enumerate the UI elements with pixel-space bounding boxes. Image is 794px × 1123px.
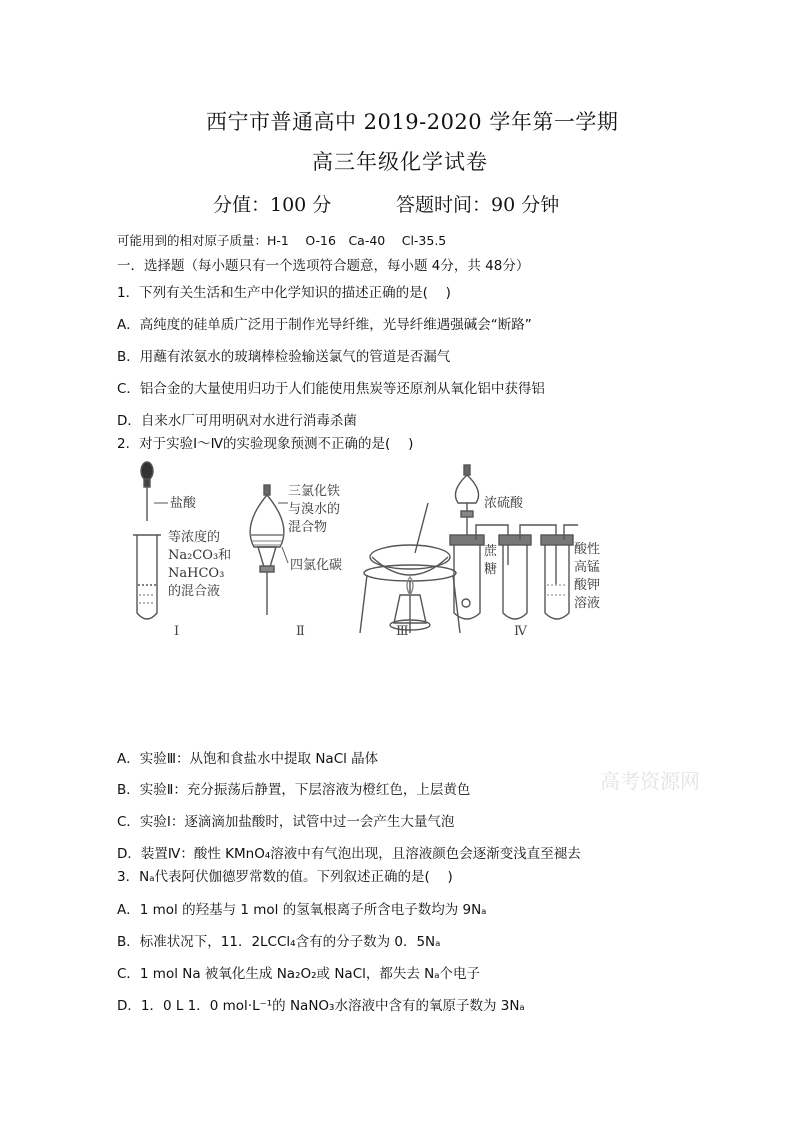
- dropper-icon: [141, 462, 153, 521]
- label-kmno4-1: 酸性: [574, 542, 601, 557]
- label-exp-1: Ⅰ: [174, 624, 180, 639]
- watermark: 高考资源网: [600, 769, 700, 793]
- q1-option-b: B．用蘸有浓氨水的玻璃棒检验输送氯气的管道是否漏气: [117, 349, 451, 365]
- label-kmno4-4: 溶液: [574, 596, 601, 611]
- label-mix-2: Na₂CO₃和: [168, 548, 232, 563]
- exam-title: 西宁市普通高中 2019-2020 学年第一学期: [206, 110, 619, 134]
- test-tube-icon: [133, 535, 161, 619]
- label-fecl3-1: 三氯化铁: [288, 484, 341, 499]
- q1-option-d: D．自来水厂可用明矾对水进行消毒杀菌: [117, 413, 357, 429]
- label-fecl3-2: 与溴水的: [288, 502, 341, 517]
- label-mix-1: 等浓度的: [168, 530, 221, 545]
- label-hcl: 盐酸: [170, 496, 197, 511]
- q1-stem: 1．下列有关生活和生产中化学知识的描述正确的是( ): [117, 285, 451, 301]
- q1-option-c: C．铝合金的大量使用归功于人们能使用焦炭等还原剂从氧化铝中获得铝: [117, 381, 545, 397]
- separatory-funnel-icon: [250, 485, 284, 615]
- evaporation-stand-icon: [360, 503, 460, 633]
- q3-option-c: C．1 mol Na 被氧化生成 Na₂O₂或 NaCl，都失去 Nₐ个电子: [117, 966, 481, 982]
- time-info: 答题时间：90 分钟: [396, 194, 560, 216]
- q3-stem: 3．Nₐ代表阿伏伽德罗常数的值。下列叙述正确的是( ): [117, 869, 453, 885]
- experiment-figure: [110, 455, 630, 645]
- section-heading: 一．选择题（每小题只有一个选项符合题意，每小题 4分，共 48分）: [117, 258, 530, 274]
- gas-apparatus-icon: [450, 465, 578, 619]
- label-ccl4: 四氯化碳: [290, 558, 343, 573]
- score-info: 分值：100 分: [213, 194, 332, 216]
- q2-option-d: D．装置Ⅳ：酸性 KMnO₄溶液中有气泡出现，且溶液颜色会逐渐变浅直至褪去: [117, 846, 581, 862]
- label-mix-4: 的混合液: [168, 584, 221, 599]
- q3-option-b: B．标准状况下，11．2LCCl₄含有的分子数为 0．5Nₐ: [117, 934, 441, 950]
- label-exp-4: Ⅳ: [514, 624, 527, 639]
- label-sugar-1: 蔗: [484, 544, 498, 559]
- q2-stem: 2．对于实验Ⅰ～Ⅳ的实验现象预测不正确的是( ): [117, 436, 414, 452]
- q2-option-c: C．实验Ⅰ：逐滴滴加盐酸时，试管中过一会产生大量气泡: [117, 814, 455, 830]
- label-kmno4-2: 高锰: [574, 560, 601, 575]
- label-mix-3: NaHCO₃: [168, 566, 225, 581]
- q1-option-a: A．高纯度的硅单质广泛用于制作光导纤维，光导纤维遇强碱会“断路”: [117, 317, 532, 333]
- label-kmno4-3: 酸钾: [574, 578, 601, 593]
- q3-option-a: A．1 mol 的羟基与 1 mol 的氢氧根离子所含电子数均为 9Nₐ: [117, 902, 487, 918]
- label-fecl3-3: 混合物: [288, 520, 328, 535]
- label-exp-2: Ⅱ: [296, 624, 305, 639]
- label-sugar-2: 糖: [484, 562, 498, 577]
- q2-option-a: A．实验Ⅲ：从饱和食盐水中提取 NaCl 晶体: [117, 751, 379, 767]
- q2-option-b: B．实验Ⅱ：充分振荡后静置，下层溶液为橙红色，上层黄色: [117, 782, 471, 798]
- label-exp-3: Ⅲ: [396, 624, 409, 639]
- exam-subtitle: 高三年级化学试卷: [312, 150, 488, 174]
- atomic-masses: 可能用到的相对原子质量：H-1 O-16 Ca-40 Cl-35.5: [117, 233, 447, 248]
- q3-option-d: D．1．0 L 1．0 mol·L⁻¹的 NaNO₃水溶液中含有的氧原子数为 3Nₐ: [117, 998, 525, 1014]
- label-h2so4: 浓硫酸: [484, 496, 524, 511]
